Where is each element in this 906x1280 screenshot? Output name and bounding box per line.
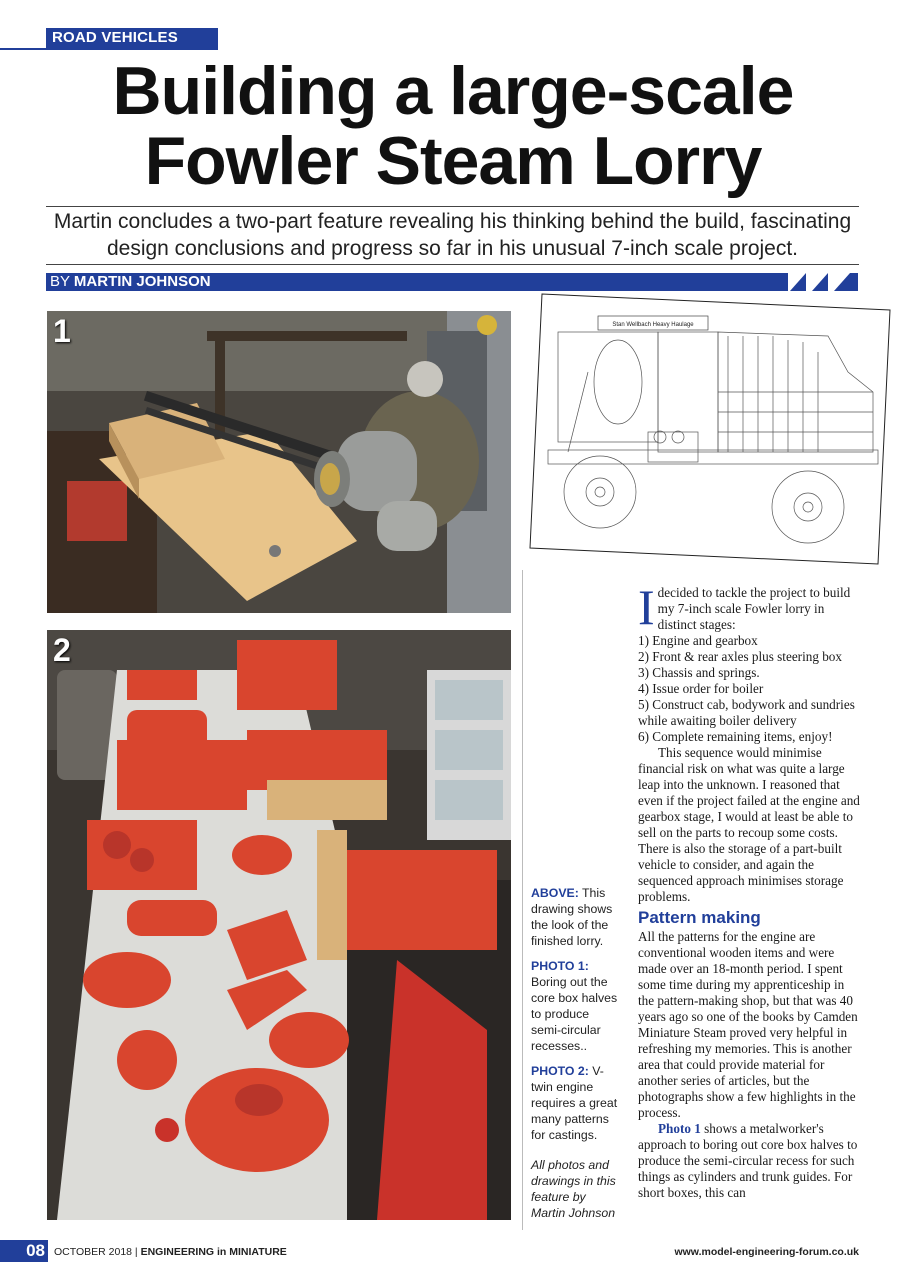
magazine-name: ENGINEERING in MINIATURE (140, 1246, 287, 1258)
caption-label: PHOTO 2: (531, 1064, 589, 1078)
column-divider (522, 570, 523, 1230)
photo-number: 2 (53, 632, 71, 668)
issue-date: OCTOBER 2018 (54, 1246, 133, 1258)
lorry-drawing (528, 292, 891, 566)
caption-label: ABOVE: (531, 886, 579, 900)
section-tag: ROAD VEHICLES (46, 28, 218, 48)
caption-text: V-twin engine requires a great many patterns for castings. (531, 1064, 618, 1142)
headline (20, 53, 886, 199)
stage-item: 6) Complete remaining items, enjoy! (638, 729, 833, 744)
stage-item: 3) Chassis and springs. (638, 665, 760, 680)
paragraph: All the patterns for the engine are conventional wooden items and were made over an 18-month period. I spent some time during my apprenticeship in the pattern-making shop, but that was 40 years ago so one of the books by Camden Miniature Steam proved very helpful in refreshing my memories. This is another area that could provide material for another series of articles, but the photographs show a few highlights in the process. (638, 929, 858, 1120)
stage-item: 4) Issue order for boiler (638, 681, 764, 696)
deck-top-rule (46, 206, 859, 207)
section-rule (0, 48, 218, 50)
caption-label: PHOTO 1: (531, 959, 589, 973)
article-body (638, 579, 860, 1201)
headline-line-1: Building a large-scale (112, 53, 794, 129)
photo-1-boring-core-box (47, 311, 511, 613)
stage-item: 1) Engine and gearbox (638, 633, 758, 648)
deck-bottom-rule (46, 264, 859, 265)
byline-stripe (812, 273, 828, 291)
caption (531, 1063, 621, 1143)
page-number: 08 (0, 1240, 48, 1262)
stage-item: 2) Front & rear axles plus steering box (638, 649, 842, 664)
photo-1-image (47, 311, 511, 613)
drop-cap: I (638, 579, 655, 635)
byline-author: MARTIN JOHNSON (73, 273, 211, 290)
byline-stripe (834, 273, 858, 291)
footer-issue (54, 1246, 287, 1258)
caption (531, 958, 621, 1054)
byline-stripe (790, 273, 806, 291)
footer-separator: | (132, 1246, 141, 1258)
photo-2-image (47, 630, 511, 1220)
photo-reference: Photo 1 (658, 1121, 701, 1136)
intro-paragraph: decided to tackle the project to build my 7-inch scale Fowler lorry in distinct stages: (657, 585, 851, 632)
photo-credit: All photos and drawings in this feature by Martin Johnson (531, 1158, 616, 1220)
subheading: Pattern making (638, 908, 761, 927)
photo-2-engine-patterns (47, 630, 511, 1220)
paragraph (638, 1121, 860, 1201)
footer-url[interactable]: www.model-engineering-forum.co.uk (674, 1246, 859, 1258)
paragraph: This sequence would minimise financial risk on what was quite a large leap into the unknown. I reasoned that even if the project failed at the engine and gearbox stage, I would at least be able to sell on the parts to recoup some costs. There is also the storage of a part-built vehicle to consider, and again the sequenced approach minimises storage problems. (638, 745, 860, 904)
byline (46, 273, 788, 291)
caption-text: This drawing shows the look of the finished lorry. (531, 886, 613, 948)
captions (531, 885, 621, 1221)
headline-line-2: Fowler Steam Lorry (144, 123, 762, 199)
caption (531, 885, 621, 949)
photo-number: 1 (53, 313, 71, 349)
standfirst: Martin concludes a two-part feature revealing his thinking behind the build, fascinating design conclusions and progress so far in his unusual 7-inch scale project. (53, 210, 852, 260)
drawing-signwriting: Stan Wellbach Heavy Haulage (612, 322, 694, 328)
stage-item: 5) Construct cab, bodywork and sundries while awaiting boiler delivery (638, 697, 855, 728)
byline-prefix: BY (50, 273, 70, 290)
lorry-drawing-image (528, 292, 891, 566)
paragraph-text: shows a metalworker's approach to boring out core box halves to produce the semi-circular recess for such things as cylinders and trunk guides. For short boxes, this can (638, 1121, 858, 1200)
caption-text: Boring out the core box halves to produce semi-circular recesses.. (531, 975, 618, 1053)
